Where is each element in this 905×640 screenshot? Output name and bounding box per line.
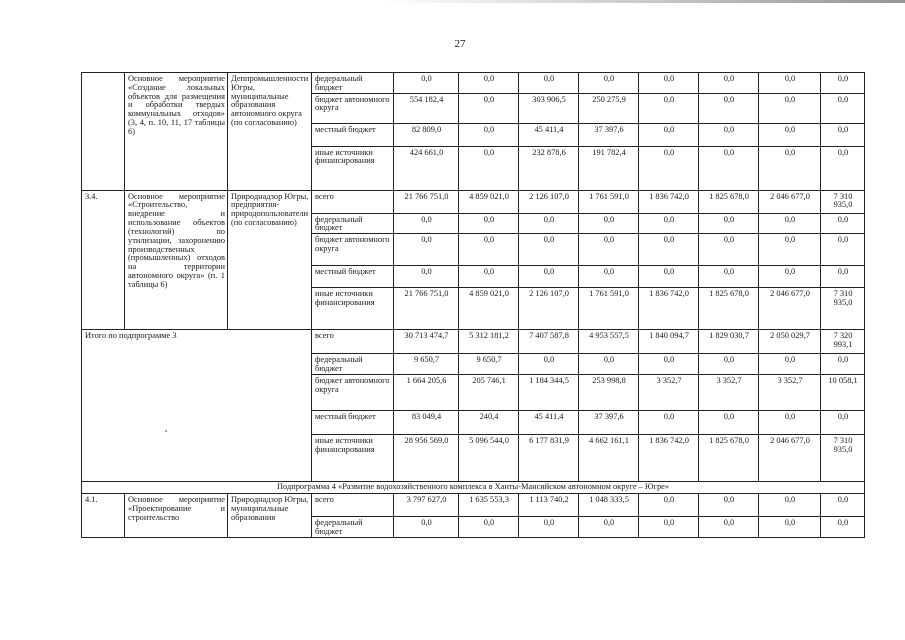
value-cell: 0,0 (579, 354, 639, 375)
value-cell: 3 352,7 (759, 375, 821, 411)
executor-cell: Природнадзор Югры, предприятия-природопользователи (по согласованию) (228, 190, 312, 330)
value-cell: 21 766 751,0 (394, 288, 459, 330)
value-cell: 9 650,7 (459, 354, 519, 375)
value-cell: 1 664 205,6 (394, 375, 459, 411)
value-cell: 424 661,0 (394, 146, 459, 190)
value-cell: 0,0 (699, 517, 759, 538)
table-row (82, 482, 865, 494)
value-cell: 1 761 591,0 (579, 190, 639, 213)
value-cell: 3 352,7 (699, 375, 759, 411)
value-cell: 0,0 (759, 494, 821, 517)
value-cell: 0,0 (459, 517, 519, 538)
value-cell: 0,0 (579, 266, 639, 288)
value-cell: 7 310 935,0 (821, 190, 865, 213)
row-number-cell: 3.4. (82, 190, 125, 330)
value-cell: 0,0 (639, 517, 699, 538)
row-number-cell: 4.1. (82, 494, 125, 538)
value-cell: 4 953 557,5 (579, 330, 639, 354)
value-cell: 0,0 (821, 146, 865, 190)
value-cell: 0,0 (759, 123, 821, 146)
value-cell: 0,0 (639, 73, 699, 94)
value-cell: 1 836 742,0 (639, 288, 699, 330)
value-cell: 0,0 (821, 93, 865, 123)
measure-cell: Основное мероприятие «Строительство, внедрение и использование объектов (технологий) по утилизации, захоронению производственных (промышленных) отходов на территории автономного округа» (п. 1 таблицы 6) (125, 190, 228, 330)
value-cell: 1 836 742,0 (639, 190, 699, 213)
value-cell: 2 046 677,0 (759, 190, 821, 213)
value-cell: 21 766 751,0 (394, 190, 459, 213)
scan-top-edge (380, 0, 905, 3)
value-cell: 7 320 993,1 (821, 330, 865, 354)
executor-cell: Природнадзор Югры, муниципальные образования (228, 494, 312, 538)
value-cell: 7 310 935,0 (821, 435, 865, 482)
source-cell: бюджет автономного округа (312, 234, 394, 266)
value-cell: 0,0 (639, 411, 699, 435)
value-cell: 2 046 677,0 (759, 288, 821, 330)
value-cell: 1 825 678,0 (699, 435, 759, 482)
source-cell: местный бюджет (312, 266, 394, 288)
value-cell: 7 407 587,8 (519, 330, 579, 354)
value-cell: 0,0 (759, 354, 821, 375)
source-cell: федеральный бюджет (312, 73, 394, 94)
value-cell: 2 050 029,7 (759, 330, 821, 354)
source-cell: иные источники финансирования (312, 435, 394, 482)
value-cell: 0,0 (459, 266, 519, 288)
value-cell: 0,0 (394, 213, 459, 234)
subprogram-title: Подпрограмма 4 «Развитие водохозяйственного комплекса в Ханты-Мансийском автономном округе – Югре» (82, 482, 865, 494)
value-cell: 0,0 (699, 146, 759, 190)
measure-cell: Основное мероприятие «Проектирование и строительство (125, 494, 228, 538)
value-cell: 30 713 474,7 (394, 330, 459, 354)
value-cell: 0,0 (699, 411, 759, 435)
value-cell: 0,0 (821, 354, 865, 375)
value-cell: 82 809,0 (394, 123, 459, 146)
value-cell: 0,0 (459, 93, 519, 123)
value-cell: 0,0 (699, 123, 759, 146)
value-cell: 5 096 544,0 (459, 435, 519, 482)
value-cell: 0,0 (519, 73, 579, 94)
value-cell: 0,0 (519, 266, 579, 288)
value-cell: 9 650,7 (394, 354, 459, 375)
value-cell: 0,0 (459, 73, 519, 94)
value-cell: 2 046 677,0 (759, 435, 821, 482)
source-cell: бюджет автономного округа (312, 93, 394, 123)
value-cell: 0,0 (519, 213, 579, 234)
value-cell: 0,0 (759, 411, 821, 435)
value-cell: 250 275,9 (579, 93, 639, 123)
source-cell: федеральный бюджет (312, 517, 394, 538)
measure-cell: Основное мероприятие «Создание локальных объектов для размещения и обработки твердых коммунальных отходов» (3, 4, п. 10, 11, 17 таблицы 6) (125, 73, 228, 191)
table-row (82, 494, 865, 517)
value-cell: 0,0 (579, 213, 639, 234)
value-cell: 0,0 (519, 517, 579, 538)
page-number: 27 (454, 38, 466, 50)
value-cell: 0,0 (699, 93, 759, 123)
source-cell: федеральный бюджет (312, 354, 394, 375)
value-cell: 205 746,1 (459, 375, 519, 411)
value-cell: 0,0 (579, 517, 639, 538)
value-cell: 3 352,7 (639, 375, 699, 411)
value-cell: 0,0 (821, 234, 865, 266)
value-cell: 5 312 181,2 (459, 330, 519, 354)
source-cell: бюджет автономного округа (312, 375, 394, 411)
value-cell: 1 761 591,0 (579, 288, 639, 330)
value-cell: 0,0 (821, 213, 865, 234)
value-cell: 0,0 (459, 213, 519, 234)
value-cell: 0,0 (639, 266, 699, 288)
value-cell: 28 956 569,0 (394, 435, 459, 482)
value-cell: 0,0 (699, 213, 759, 234)
executor-cell: Деппромышленности Югры, муниципальные образования автономного округа (по согласованию) (228, 73, 312, 191)
value-cell: 303 906,5 (519, 93, 579, 123)
table-row (82, 330, 865, 354)
value-cell: 0,0 (821, 517, 865, 538)
value-cell: 0,0 (639, 93, 699, 123)
value-cell: 45 411,4 (519, 123, 579, 146)
value-cell: 0,0 (394, 266, 459, 288)
value-cell: 1 113 740,2 (519, 494, 579, 517)
value-cell: 3 797 627,0 (394, 494, 459, 517)
value-cell: 0,0 (459, 123, 519, 146)
source-cell: всего (312, 494, 394, 517)
value-cell: 1 829 030,7 (699, 330, 759, 354)
value-cell: 1 184 344,5 (519, 375, 579, 411)
value-cell: 240,4 (459, 411, 519, 435)
source-cell: всего (312, 330, 394, 354)
value-cell: 1 840 094,7 (639, 330, 699, 354)
value-cell: 1 825 678,0 (699, 190, 759, 213)
value-cell: 0,0 (519, 234, 579, 266)
value-cell: 1 635 553,3 (459, 494, 519, 517)
row-number-cell (82, 73, 125, 191)
total-label-cell: Итого по подпрограмме 3 (82, 330, 312, 482)
value-cell: 83 049,4 (394, 411, 459, 435)
table-row (82, 190, 865, 213)
value-cell: 0,0 (759, 266, 821, 288)
source-cell: местный бюджет (312, 411, 394, 435)
value-cell: 0,0 (821, 494, 865, 517)
source-cell: иные источники финансирования (312, 288, 394, 330)
value-cell: 0,0 (639, 123, 699, 146)
value-cell: 0,0 (639, 146, 699, 190)
value-cell: 0,0 (821, 266, 865, 288)
value-cell: 0,0 (699, 266, 759, 288)
value-cell: 0,0 (759, 517, 821, 538)
value-cell: 2 126 107,0 (519, 190, 579, 213)
value-cell: 253 998,8 (579, 375, 639, 411)
source-cell: иные источники финансирования (312, 146, 394, 190)
table-row (82, 73, 865, 94)
value-cell: 0,0 (821, 123, 865, 146)
value-cell: 6 177 831,9 (519, 435, 579, 482)
value-cell: 191 782,4 (579, 146, 639, 190)
value-cell: 0,0 (759, 93, 821, 123)
value-cell: 0,0 (821, 73, 865, 94)
value-cell: 0,0 (759, 234, 821, 266)
value-cell: 4 662 161,1 (579, 435, 639, 482)
source-cell: федеральный бюджет (312, 213, 394, 234)
value-cell: 0,0 (394, 73, 459, 94)
value-cell: 4 859 021,0 (459, 288, 519, 330)
value-cell: 0,0 (459, 234, 519, 266)
value-cell: 37 397,6 (579, 123, 639, 146)
value-cell: 0,0 (519, 354, 579, 375)
value-cell: 0,0 (699, 234, 759, 266)
value-cell: 10 058,1 (821, 375, 865, 411)
value-cell: 0,0 (639, 494, 699, 517)
value-cell: 0,0 (759, 146, 821, 190)
value-cell: 0,0 (821, 411, 865, 435)
value-cell: 0,0 (394, 517, 459, 538)
budget-table (81, 72, 865, 538)
value-cell: 232 878,6 (519, 146, 579, 190)
value-cell: 7 310 935,0 (821, 288, 865, 330)
source-cell: всего (312, 190, 394, 213)
value-cell: 1 048 333,5 (579, 494, 639, 517)
value-cell: 554 182,4 (394, 93, 459, 123)
value-cell: 45 411,4 (519, 411, 579, 435)
value-cell: 1 836 742,0 (639, 435, 699, 482)
value-cell: 0,0 (639, 213, 699, 234)
value-cell: 0,0 (639, 354, 699, 375)
value-cell: 0,0 (759, 73, 821, 94)
value-cell: 37 397,6 (579, 411, 639, 435)
value-cell: 1 825 678,0 (699, 288, 759, 330)
value-cell: 0,0 (699, 494, 759, 517)
source-cell: местный бюджет (312, 123, 394, 146)
value-cell: 0,0 (759, 213, 821, 234)
value-cell: 0,0 (394, 234, 459, 266)
value-cell: 0,0 (459, 146, 519, 190)
value-cell: 0,0 (639, 234, 699, 266)
value-cell: 0,0 (699, 354, 759, 375)
value-cell: 4 859 021,0 (459, 190, 519, 213)
value-cell: 0,0 (579, 73, 639, 94)
value-cell: 0,0 (579, 234, 639, 266)
value-cell: 2 126 107,0 (519, 288, 579, 330)
value-cell: 0,0 (699, 73, 759, 94)
